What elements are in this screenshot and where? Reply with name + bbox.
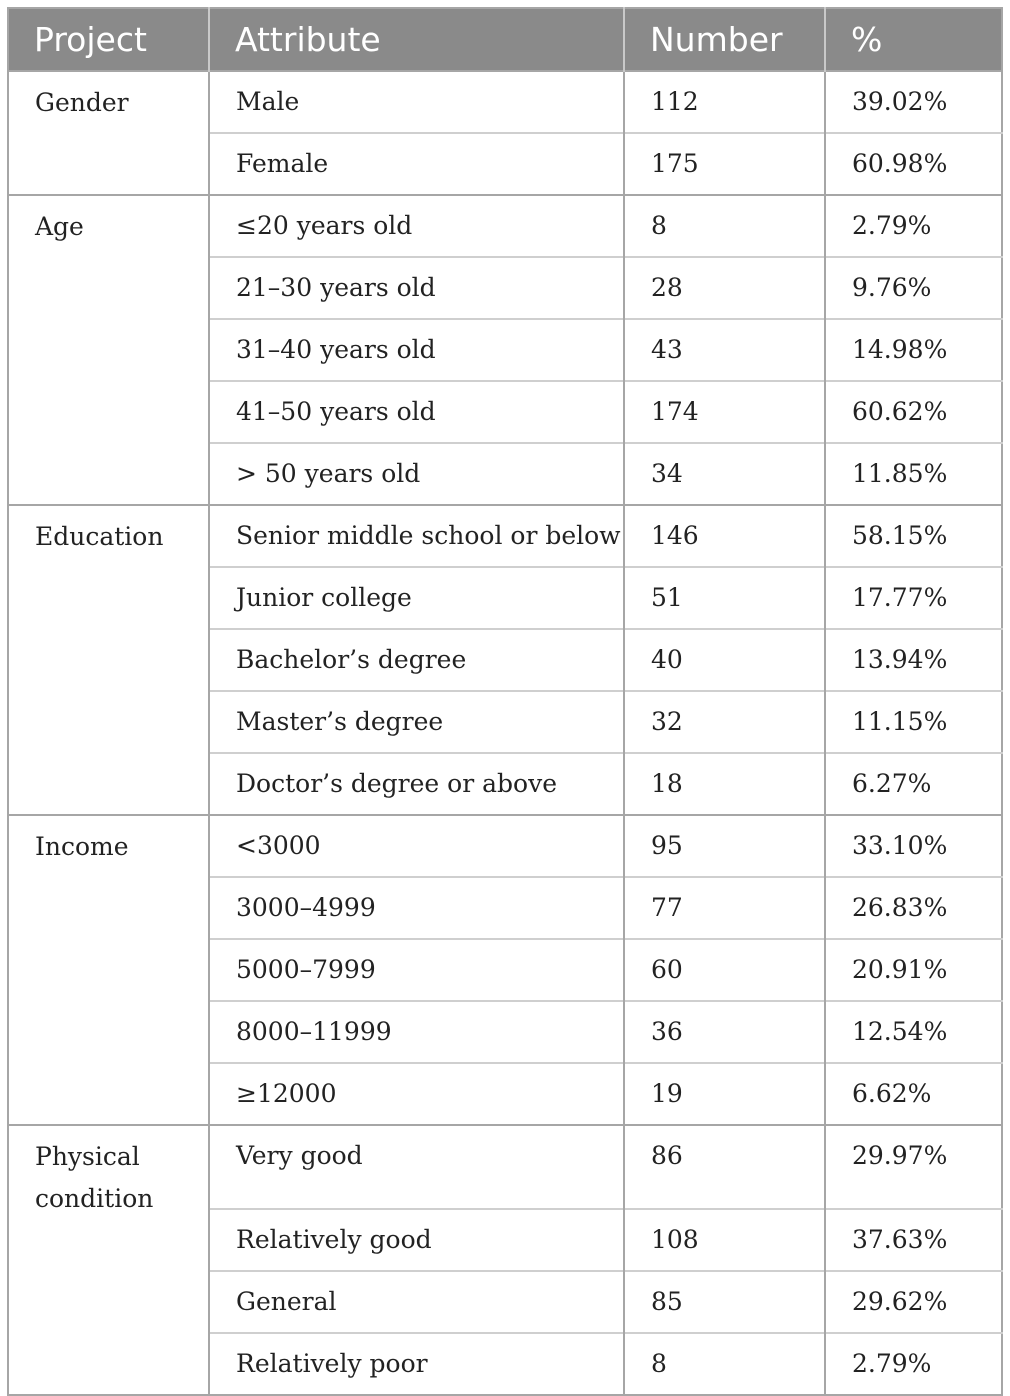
percent-cell: 29.97% <box>825 1125 1002 1209</box>
number-cell: 43 <box>624 319 825 381</box>
percent-cell: 26.83% <box>825 877 1002 939</box>
number-cell: 32 <box>624 691 825 753</box>
attribute-cell: Junior college <box>209 567 624 629</box>
attribute-cell: 31–40 years old <box>209 319 624 381</box>
number-cell: 85 <box>624 1271 825 1333</box>
attribute-cell: Male <box>209 71 624 133</box>
number-cell: 77 <box>624 877 825 939</box>
number-cell: 60 <box>624 939 825 1001</box>
number-cell: 8 <box>624 195 825 257</box>
attribute-cell: Very good <box>209 1125 624 1209</box>
number-cell: 28 <box>624 257 825 319</box>
table-row <box>8 195 1002 257</box>
project-cell-age: Age <box>8 195 209 505</box>
percent-cell: 33.10% <box>825 815 1002 877</box>
attribute-cell: > 50 years old <box>209 443 624 505</box>
attribute-cell: Master’s degree <box>209 691 624 753</box>
attribute-cell: 5000–7999 <box>209 939 624 1001</box>
header-number: Number <box>624 8 825 71</box>
percent-cell: 60.98% <box>825 133 1002 195</box>
percent-cell: 60.62% <box>825 381 1002 443</box>
attribute-cell: 3000–4999 <box>209 877 624 939</box>
attribute-cell: Bachelor’s degree <box>209 629 624 691</box>
percent-cell: 37.63% <box>825 1209 1002 1271</box>
table-row <box>8 1125 1002 1209</box>
number-cell: 8 <box>624 1333 825 1395</box>
percent-cell: 9.76% <box>825 257 1002 319</box>
table-row <box>8 71 1002 133</box>
header-percent: % <box>825 8 1002 71</box>
attribute-cell: ≤20 years old <box>209 195 624 257</box>
percent-cell: 39.02% <box>825 71 1002 133</box>
attribute-cell: 21–30 years old <box>209 257 624 319</box>
percent-cell: 20.91% <box>825 939 1002 1001</box>
project-cell-physical-condition: Physical condition <box>8 1125 209 1395</box>
attribute-cell: ≥12000 <box>209 1063 624 1125</box>
attribute-cell: Female <box>209 133 624 195</box>
table-body <box>8 71 1002 1395</box>
percent-cell: 13.94% <box>825 629 1002 691</box>
header-project: Project <box>8 8 209 71</box>
percent-cell: 2.79% <box>825 1333 1002 1395</box>
attribute-cell: Relatively good <box>209 1209 624 1271</box>
attribute-cell: Doctor’s degree or above <box>209 753 624 815</box>
percent-cell: 17.77% <box>825 567 1002 629</box>
number-cell: 18 <box>624 753 825 815</box>
header-attribute: Attribute <box>209 8 624 71</box>
percent-cell: 12.54% <box>825 1001 1002 1063</box>
percent-cell: 14.98% <box>825 319 1002 381</box>
project-cell-education: Education <box>8 505 209 815</box>
header-row <box>8 8 1002 71</box>
number-cell: 34 <box>624 443 825 505</box>
percent-cell: 11.85% <box>825 443 1002 505</box>
percent-cell: 58.15% <box>825 505 1002 567</box>
table-row <box>8 505 1002 567</box>
project-cell-income: Income <box>8 815 209 1125</box>
attribute-cell: 8000–11999 <box>209 1001 624 1063</box>
number-cell: 95 <box>624 815 825 877</box>
table-row <box>8 815 1002 877</box>
number-cell: 86 <box>624 1125 825 1209</box>
percent-cell: 11.15% <box>825 691 1002 753</box>
attribute-cell: General <box>209 1271 624 1333</box>
number-cell: 146 <box>624 505 825 567</box>
number-cell: 51 <box>624 567 825 629</box>
number-cell: 108 <box>624 1209 825 1271</box>
demographics-table <box>7 7 1003 1396</box>
attribute-cell: Relatively poor <box>209 1333 624 1395</box>
percent-cell: 6.62% <box>825 1063 1002 1125</box>
attribute-cell: Senior middle school or below <box>209 505 624 567</box>
number-cell: 112 <box>624 71 825 133</box>
attribute-cell: 41–50 years old <box>209 381 624 443</box>
percent-cell: 29.62% <box>825 1271 1002 1333</box>
number-cell: 19 <box>624 1063 825 1125</box>
percent-cell: 6.27% <box>825 753 1002 815</box>
table-header <box>8 8 1002 71</box>
percent-cell: 2.79% <box>825 195 1002 257</box>
number-cell: 40 <box>624 629 825 691</box>
number-cell: 36 <box>624 1001 825 1063</box>
number-cell: 174 <box>624 381 825 443</box>
project-cell-gender: Gender <box>8 71 209 195</box>
number-cell: 175 <box>624 133 825 195</box>
attribute-cell: <3000 <box>209 815 624 877</box>
